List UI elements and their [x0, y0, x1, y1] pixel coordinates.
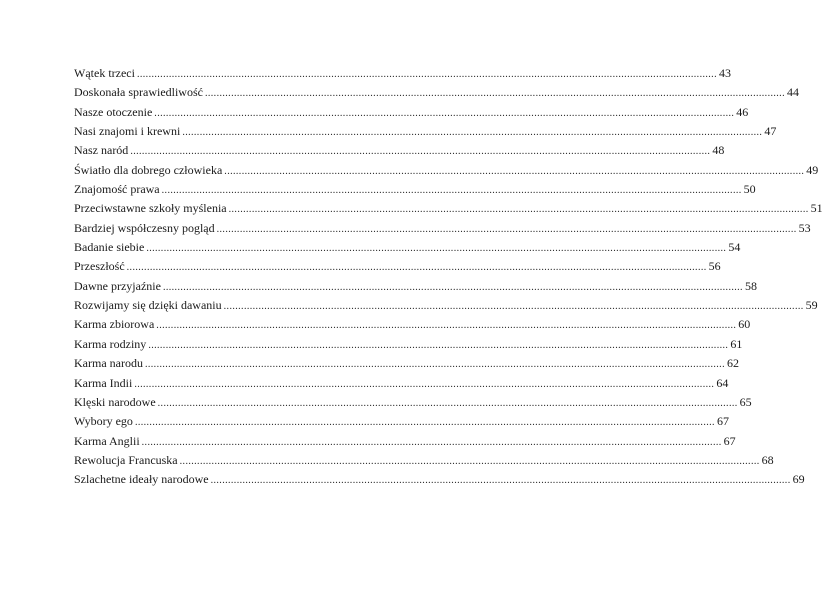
toc-entry — [74, 432, 736, 451]
dot-leader: ........................................................................................................................................................................................................ — [161, 185, 742, 197]
toc-entry-title: Światło dla dobrego człowieka — [74, 162, 223, 177]
toc-entry-title: Wybory ego — [74, 414, 133, 429]
toc-entry-title: Rozwijamy się dzięki dawaniu — [74, 298, 222, 313]
toc-entry — [74, 354, 739, 373]
dot-leader: ........................................................................................................................................................................................................ — [136, 69, 717, 80]
toc-entry — [74, 83, 799, 102]
toc-entry-page-number: 64 — [716, 375, 729, 390]
toc-entry — [74, 393, 752, 412]
toc-entry-page-number: 65 — [739, 394, 752, 409]
toc-entry-page-number: 69 — [792, 472, 805, 487]
toc-entry — [74, 374, 729, 393]
dot-leader: ........................................................................................................................................................................................................ — [182, 127, 763, 139]
toc-entry-page-number: 43 — [718, 66, 731, 80]
dot-leader: ........................................................................................................................................................................................................ — [144, 359, 725, 371]
toc-entry-title: Znajomość prawa — [74, 182, 160, 197]
toc-entry-title: Karma zbiorowa — [74, 317, 155, 332]
dot-leader: ........................................................................................................................................................................................................ — [141, 436, 722, 448]
dot-leader: ........................................................................................................................................................................................................ — [157, 397, 738, 409]
toc-entry — [74, 451, 774, 470]
toc-entry-page-number: 44 — [786, 85, 799, 100]
toc-entry — [74, 161, 819, 180]
dot-leader: ........................................................................................................................................................................................................ — [146, 243, 727, 255]
dot-leader: ........................................................................................................................................................................................................ — [179, 455, 760, 467]
toc-entry-page-number: 47 — [764, 124, 777, 139]
toc-entry — [74, 219, 811, 238]
toc-entry — [74, 335, 743, 354]
toc-entry — [74, 257, 721, 276]
toc-entry — [74, 141, 725, 160]
toc-entry-page-number: 56 — [708, 259, 721, 274]
toc-entry — [74, 238, 741, 257]
toc-entry — [74, 122, 777, 141]
toc-entry — [74, 277, 757, 296]
toc-entry-page-number: 49 — [806, 162, 819, 177]
toc-entry-title: Karma narodu — [74, 356, 143, 371]
dot-leader: ........................................................................................................................................................................................................ — [134, 417, 715, 429]
dot-leader: ........................................................................................................................................................................................................ — [162, 281, 743, 293]
toc-entry — [74, 199, 823, 218]
toc-entry-title: Nasi znajomi i krewni — [74, 124, 181, 139]
toc-entry — [74, 64, 731, 83]
toc-entry-page-number: 59 — [805, 298, 818, 313]
dot-leader: ........................................................................................................................................................................................................ — [224, 165, 805, 177]
toc-entry-title: Nasz naród — [74, 143, 129, 158]
toc-entry-page-number: 50 — [743, 182, 756, 197]
toc-entry-page-number: 68 — [761, 452, 774, 467]
dot-leader: ........................................................................................................................................................................................................ — [130, 146, 711, 158]
dot-leader: ........................................................................................................................................................................................................ — [223, 301, 804, 313]
toc-entry — [74, 296, 818, 315]
toc-entry-page-number: 51 — [810, 201, 823, 216]
toc-entry-page-number: 61 — [730, 336, 743, 351]
toc-entry-page-number: 48 — [712, 143, 725, 158]
toc-entry-page-number: 54 — [728, 240, 741, 255]
toc-entry-title: Karma Indii — [74, 375, 133, 390]
toc-entry-title: Bardziej współczesny pogląd — [74, 220, 215, 235]
toc-entry-title: Karma rodziny — [74, 336, 147, 351]
toc-entry-title: Przeciwstawne szkoły myślenia — [74, 201, 227, 216]
toc-entry — [74, 103, 749, 122]
dot-leader: ........................................................................................................................................................................................................ — [134, 378, 715, 390]
toc-entry — [74, 180, 756, 199]
toc-entry — [74, 470, 805, 489]
toc-entry-title: Wątek trzeci — [74, 66, 135, 80]
toc-entry-title: Doskonała sprawiedliwość — [74, 85, 203, 100]
table-of-contents — [74, 64, 823, 490]
toc-entry-title: Szlachetne ideały narodowe — [74, 472, 209, 487]
toc-entry-page-number: 62 — [726, 356, 739, 371]
toc-entry-page-number: 67 — [723, 433, 736, 448]
dot-leader: ........................................................................................................................................................................................................ — [204, 88, 785, 100]
dot-leader: ........................................................................................................................................................................................................ — [210, 475, 791, 487]
toc-entry-title: Przeszłość — [74, 259, 125, 274]
toc-entry — [74, 315, 751, 334]
toc-entry-page-number: 53 — [798, 220, 811, 235]
toc-entry-title: Klęski narodowe — [74, 394, 156, 409]
toc-entry-page-number: 60 — [738, 317, 751, 332]
dot-leader: ........................................................................................................................................................................................................ — [228, 204, 809, 216]
toc-entry-title: Nasze otoczenie — [74, 104, 153, 119]
toc-entry-title: Karma Anglii — [74, 433, 140, 448]
dot-leader: ........................................................................................................................................................................................................ — [156, 320, 737, 332]
toc-entry-title: Rewolucja Francuska — [74, 452, 178, 467]
toc-entry-page-number: 58 — [744, 278, 757, 293]
toc-entry-page-number: 67 — [716, 414, 729, 429]
toc-entry-page-number: 46 — [736, 104, 749, 119]
toc-entry-title: Badanie siebie — [74, 240, 145, 255]
toc-entry — [74, 412, 729, 431]
toc-entry-title: Dawne przyjaźnie — [74, 278, 161, 293]
dot-leader: ........................................................................................................................................................................................................ — [216, 223, 797, 235]
dot-leader: ........................................................................................................................................................................................................ — [126, 262, 707, 274]
dot-leader: ........................................................................................................................................................................................................ — [148, 339, 729, 351]
dot-leader: ........................................................................................................................................................................................................ — [154, 107, 735, 119]
